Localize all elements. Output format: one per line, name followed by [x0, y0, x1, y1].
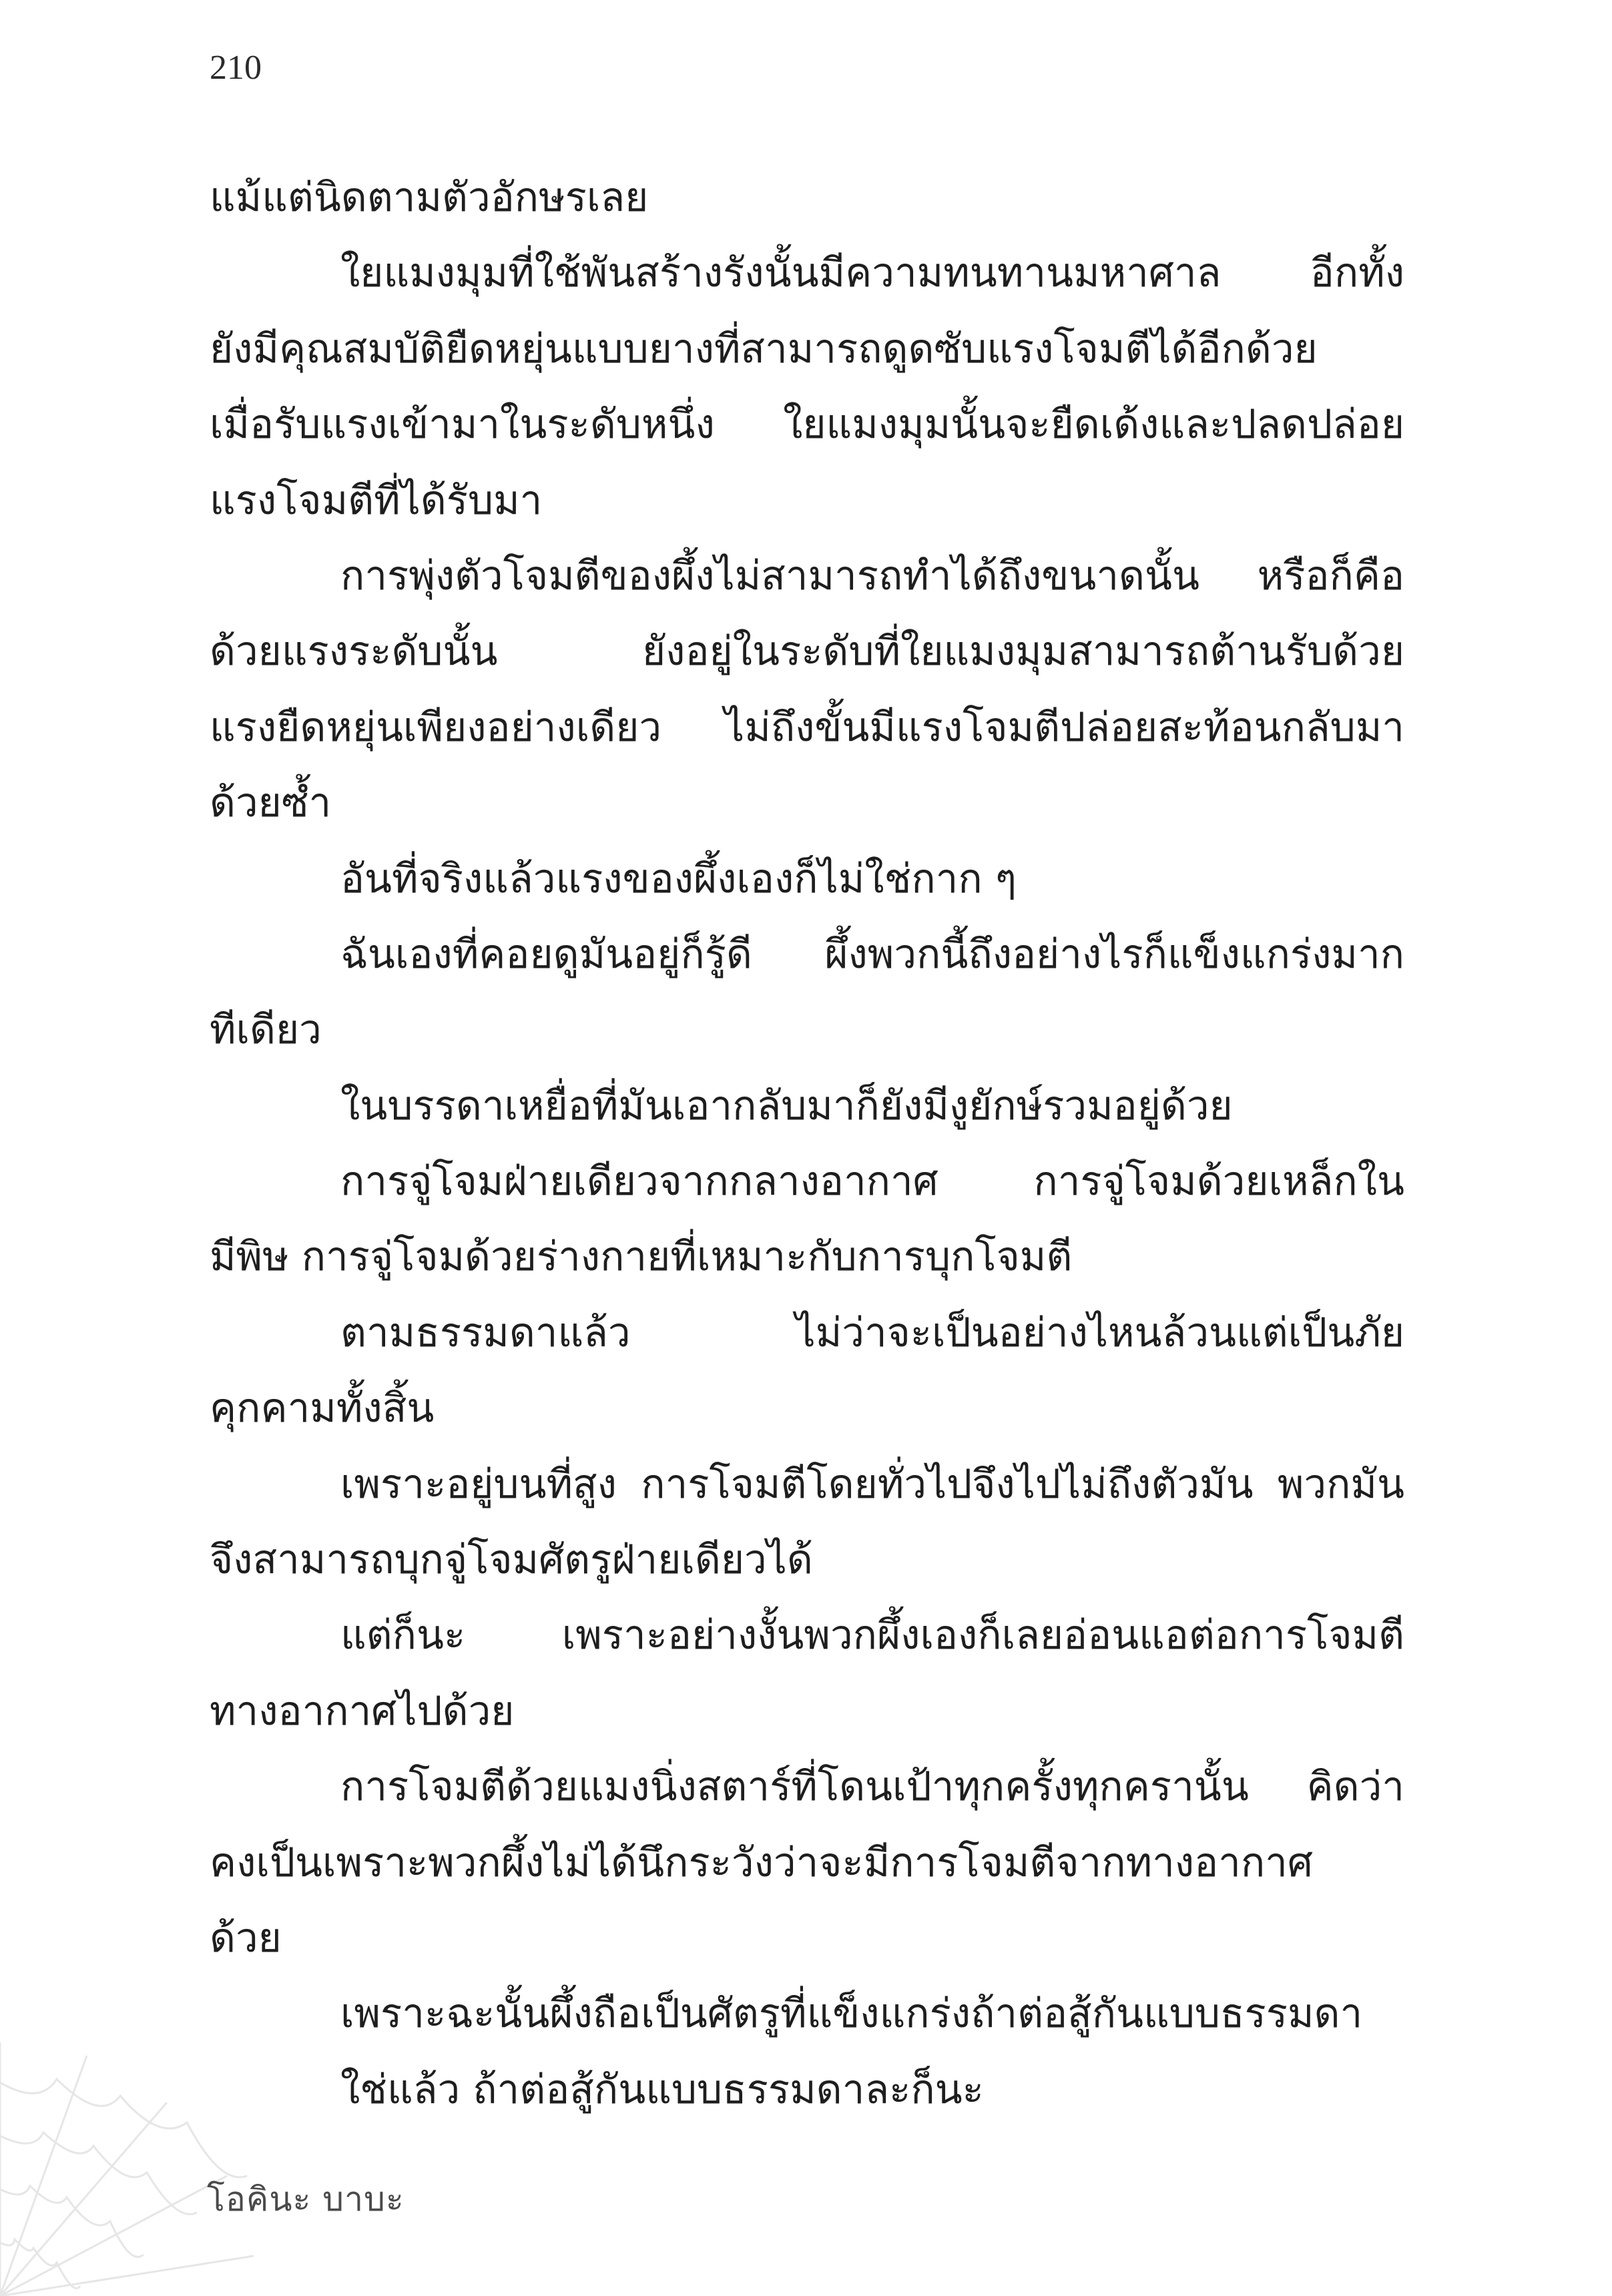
text-line: ตามธรรมดาแล้ว ไม่ว่าจะเป็นอย่างไหนล้วนแต่เป็นภัย — [340, 1309, 1404, 1356]
text-line: เพราะฉะนั้นผึ้งถือเป็นศัตรูที่แข็งแกร่งถ้าต่อสู้กันแบบธรรมดา — [340, 1990, 1363, 2038]
author-name: โอคินะ บาบะ — [207, 2180, 405, 2219]
text-line: คุกคามทั้งสิ้น — [210, 1385, 435, 1432]
text-line: ด้วย — [210, 1914, 282, 1962]
text-line: การพุ่งตัวโจมตีของผึ้งไม่สามารถทำได้ถึงขนาดนั้น หรือก็คือ — [340, 552, 1404, 599]
text-line: แม้แต่นิดตามตัวอักษรเลย — [210, 174, 649, 221]
text-line: เมื่อรับแรงเข้ามาในระดับหนึ่ง ใยแมงมุมนั้นจะยืดเด้งและปลดปล่อย — [210, 401, 1404, 449]
text-line: แต่ก็นะ เพราะอย่างงั้นพวกผึ้งเองก็เลยอ่อนแอต่อการโจมตี — [340, 1612, 1404, 1659]
text-line: ใช่แล้ว ถ้าต่อสู้กันแบบธรรมดาละก็นะ — [340, 2066, 984, 2113]
text-line: ด้วยซ้ำ — [210, 780, 332, 827]
text-line: เพราะอยู่บนที่สูง การโจมตีโดยทั่วไปจึงไปไม่ถึงตัวมัน พวกมัน — [340, 1460, 1404, 1508]
text-line: ในบรรดาเหยื่อที่มันเอากลับมาก็ยังมีงูยักษ์รวมอยู่ด้วย — [340, 1082, 1233, 1129]
text-line: คงเป็นเพราะพวกผึ้งไม่ได้นึกระวังว่าจะมีการโจมตีจากทางอากาศ — [210, 1839, 1313, 1886]
text-line: แรงยืดหยุ่นเพียงอย่างเดียว ไม่ถึงขั้นมีแรงโจมตีปล่อยสะท้อนกลับมา — [210, 703, 1404, 751]
text-line: ด้วยแรงระดับนั้น ยังอยู่ในระดับที่ใยแมงมุมสามารถต้านรับด้วย — [210, 628, 1404, 675]
text-line: ทีเดียว — [210, 1007, 322, 1054]
text-line: จึงสามารถบุกจู่โจมศัตรูฝ่ายเดียวได้ — [210, 1536, 813, 1584]
text-line: ใยแมงมุมที่ใช้พันสร้างรังนั้นมีความทนทานมหาศาล อีกทั้ง — [340, 250, 1404, 297]
text-line: ทางอากาศไปด้วย — [210, 1687, 515, 1735]
text-line: ยังมีคุณสมบัติยืดหยุ่นแบบยางที่สามารถดูดซับแรงโจมตีได้อีกด้วย — [210, 325, 1318, 372]
text-line: มีพิษ การจู่โจมด้วยร่างกายที่เหมาะกับการบุกโจมตี — [210, 1233, 1073, 1281]
body-text — [210, 160, 1404, 2128]
page-number: 210 — [210, 49, 262, 87]
text-line: ฉันเองที่คอยดูมันอยู่ก็รู้ดี ผึ้งพวกนี้ถึงอย่างไรก็แข็งแกร่งมาก — [340, 930, 1404, 978]
text-line: แรงโจมตีที่ได้รับมา — [210, 477, 543, 524]
spider-web-decoration — [0, 2042, 254, 2296]
text-line: การจู่โจมฝ่ายเดียวจากกลางอากาศ การจู่โจมด้วยเหล็กใน — [340, 1158, 1404, 1205]
text-line: การโจมตีด้วยแมงนิ่งสตาร์ที่โดนเป้าทุกครั้งทุกครานั้น คิดว่า — [340, 1763, 1404, 1811]
text-line: อันที่จริงแล้วแรงของผึ้งเองก็ไม่ใช่กาก ๆ — [340, 855, 1017, 902]
